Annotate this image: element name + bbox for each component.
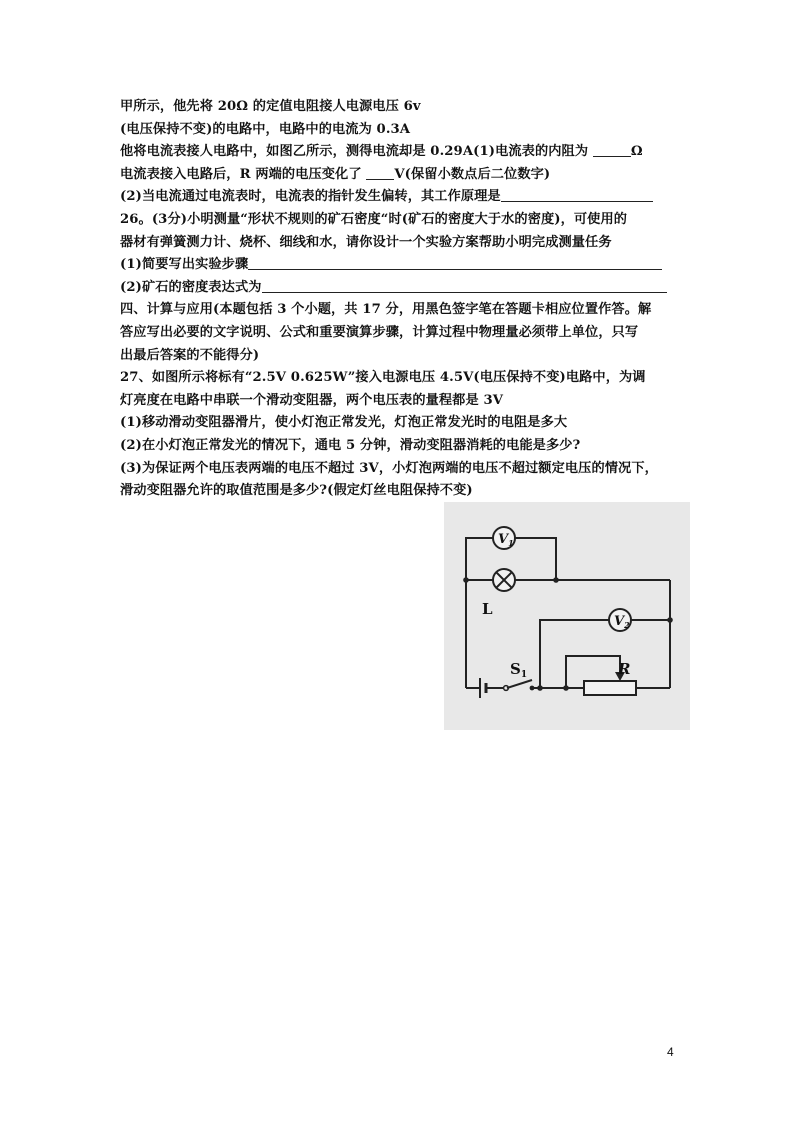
text-line: (1)移动滑动变阻器滑片，使小灯泡正常发光，灯泡正常发光时的电阻是多大 xyxy=(120,415,568,431)
text-line: 27、如图所示将标有“2.5V 0.625W”接入电源电压 4.5V(电压保持不变)电路中，为调 xyxy=(120,370,646,386)
answer-blank[interactable] xyxy=(593,142,631,157)
text-line: 电流表接入电路后，R 两端的电压变化了 V(保留小数点后二位数字) xyxy=(120,166,551,182)
answer-blank[interactable] xyxy=(366,165,394,180)
text-line: 器材有弹簧测力计、烧杯、细线和水，请你设计一个实验方案帮助小明完成测量任务 xyxy=(120,234,612,250)
question-text xyxy=(120,96,680,503)
switch-label: $S_1$ xyxy=(510,660,528,680)
resistor-label: R xyxy=(618,660,631,678)
lamp-label: L xyxy=(482,600,493,618)
page-number: 4 xyxy=(667,1045,674,1059)
text-line: 他将电流表接人电路中，如图乙所示，测得电流却是 0.29A(1)电流表的内阻为 Ω xyxy=(120,144,643,160)
text-line: (2)在小灯泡正常发光的情况下，通电 5 分钟，滑动变阻器消耗的电能是多少? xyxy=(120,437,581,453)
answer-blank[interactable] xyxy=(262,278,667,293)
circuit-svg xyxy=(444,502,690,730)
text-line: 灯亮度在电路中串联一个滑动变阻器，两个电压表的量程都是 3V xyxy=(120,392,504,408)
text-line: (3)为保证两个电压表两端的电压不超过 3V，小灯泡两端的电压不超过额定电压的情况下， xyxy=(120,460,658,476)
circuit-diagram xyxy=(444,502,690,730)
text-line: 滑动变阻器允许的取值范围是多少?(假定灯丝电阻保持不变) xyxy=(120,483,473,499)
text-line: 四、计算与应用(本题包括 3 个小题，共 17 分，用黑色签字笔在答题卡相应位置作答。解 xyxy=(120,302,652,318)
text-line: 26。(3分)小明测量“形状不规则的矿石密度“时(矿石的密度大于水的密度)，可使用的 xyxy=(120,211,628,227)
switch-icon xyxy=(507,680,532,688)
text-line: (电压保持不变)的电路中，电路中的电流为 0.3A xyxy=(120,121,411,137)
text-line: (1)简要写出实验步骤 xyxy=(120,254,680,277)
text-line: 出最后答案的不能得分) xyxy=(120,347,260,363)
answer-blank[interactable] xyxy=(501,187,653,202)
v1-label: $V_1$ xyxy=(498,532,514,548)
v2-label: $V_2$ xyxy=(614,614,630,630)
text-line: (2)当电流通过电流表时，电流表的指针发生偏转，其工作原理是 xyxy=(120,186,680,209)
text-line: (2)矿石的密度表达式为 xyxy=(120,277,680,300)
text-line: 甲所示，他先将 20Ω 的定值电阻接人电源电压 6v xyxy=(120,99,421,114)
answer-blank[interactable] xyxy=(248,255,662,270)
text-line: 答应写出必要的文字说明、公式和重要演算步骤，计算过程中物理量必须带上单位，只写 xyxy=(120,324,639,340)
resistor-icon xyxy=(584,681,636,695)
